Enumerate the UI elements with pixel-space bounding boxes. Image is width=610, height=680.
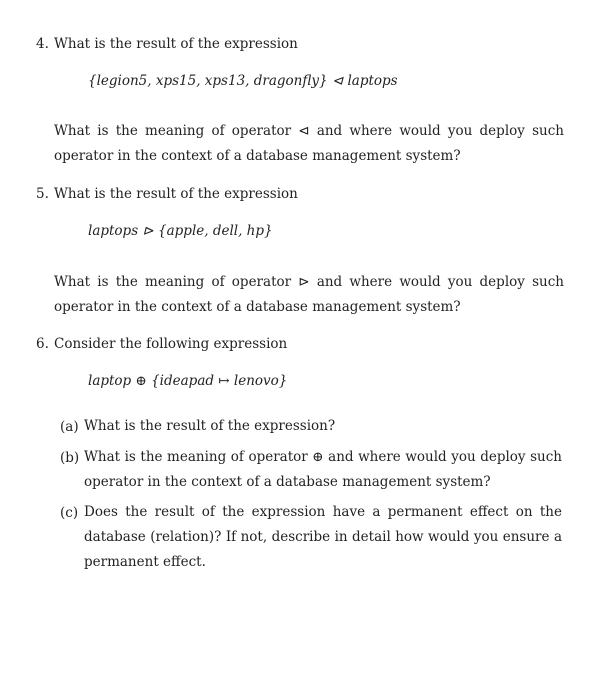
question-5-expression: laptops ⊳ {apple, dell, hp} [88, 223, 273, 239]
question-6c-label: (c) [60, 505, 79, 521]
question-6c-text: Does the result of the expression have a permanent effect on the database (relation)? If not, describe in detail how would you ensure a permanent effect. [84, 504, 562, 570]
question-6-number: 6. [36, 336, 49, 352]
question-6b-text: What is the meaning of operator ⊕ and where would you deploy such operator in the context of a database management system? [84, 449, 562, 490]
question-6b-label: (b) [60, 450, 80, 466]
question-4-prompt: What is the result of the expression [54, 36, 298, 52]
question-5-prompt: What is the result of the expression [54, 186, 298, 202]
question-6-expression: laptop ⊕ {ideapad ↦ lenovo} [88, 373, 288, 389]
question-4-expression: {legion5, xps15, xps13, dragonfly} ⊲ laptops [88, 73, 398, 89]
question-6a-label: (a) [60, 419, 79, 435]
question-4-number: 4. [36, 36, 49, 52]
question-6-prompt: Consider the following expression [54, 336, 288, 352]
question-5-followup: What is the meaning of operator ⊳ and where would you deploy such operator in the context of a database management system? [54, 274, 564, 315]
question-5-number: 5. [36, 186, 49, 202]
question-4-followup: What is the meaning of operator ⊲ and where would you deploy such operator in the context of a database management system? [54, 123, 564, 164]
question-6a-text: What is the result of the expression? [84, 418, 336, 434]
